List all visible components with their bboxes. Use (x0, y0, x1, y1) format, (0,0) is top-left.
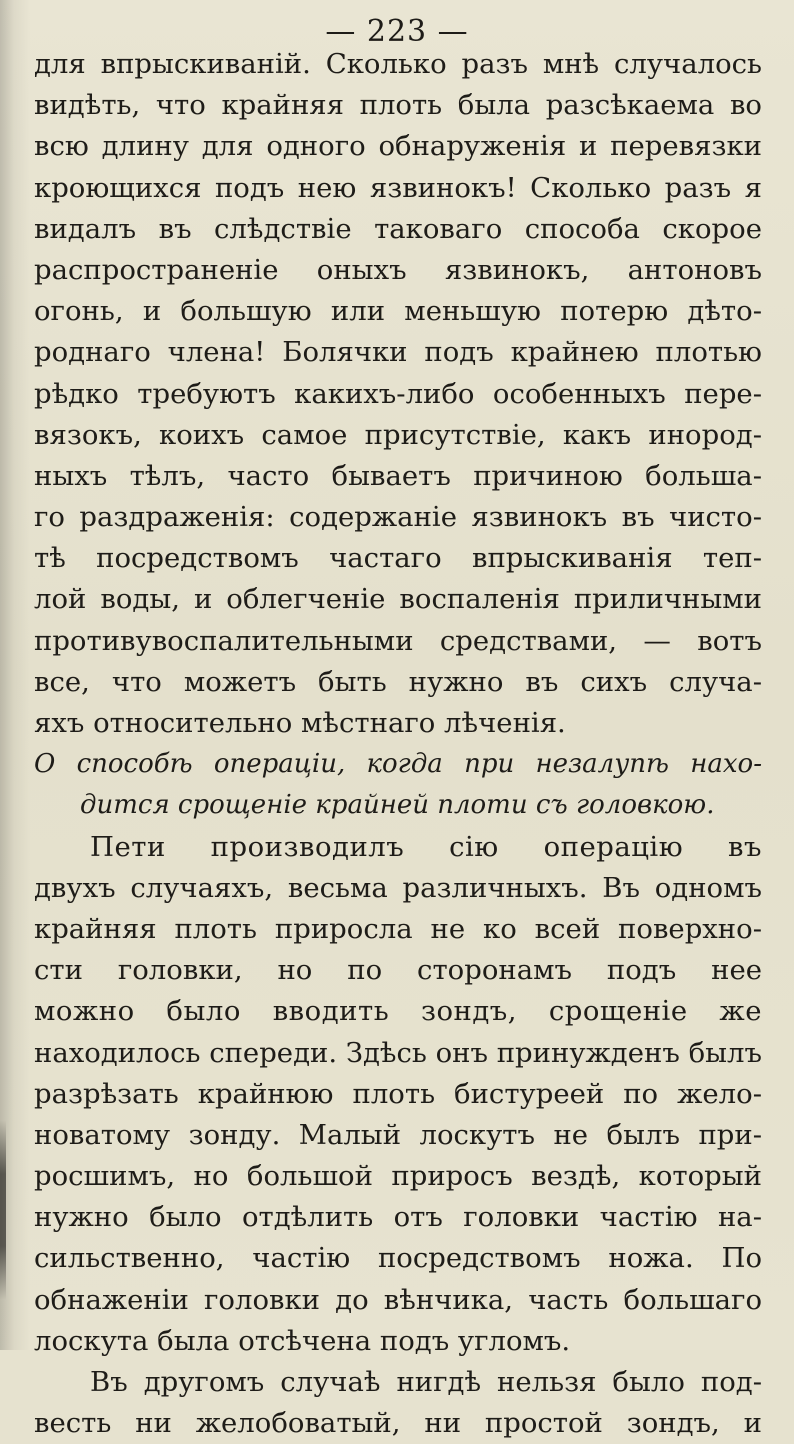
text-line: ныхъ тѣлъ, часто бываетъ причиною большa- (34, 459, 762, 492)
text-line: видалъ въ слѣдствіе таковаго способа скорое (34, 212, 762, 245)
text-line: видѣть, что крайняя плоть была разсѣкаема во (34, 89, 762, 122)
text-line: тѣ посредствомъ частаго впрыскиванія теп- (34, 542, 762, 575)
text-line: для впрыскиваній. Сколько разъ мнѣ случалось (34, 48, 762, 80)
text-line: находилось спереди. Здѣсь онъ принужденъ былъ (34, 1036, 762, 1069)
body-text (34, 44, 762, 1444)
text-line: нужно было отдѣлить отъ головки частію на- (34, 1201, 762, 1234)
text-line: обнаженіи головки до вѣнчика, часть большаго (34, 1283, 762, 1316)
text-line: все, что можетъ быть нужно въ сихъ случа- (34, 665, 762, 698)
text-line: всю длину для одного обнаруженія и перевязки (34, 130, 762, 163)
text-line: роднаго члена! Болячки подъ крайнею плотью (34, 336, 762, 369)
text-line: го раздраженія: содержаніе язвинокъ въ чисто- (34, 501, 762, 534)
section-heading-line: дится срощеніе крайней плоти съ головкою. (80, 790, 715, 821)
text-line: противувоспалительными средствами, — вотъ (34, 624, 762, 657)
text-line: разрѣзать крайнюю плоть бистуреей по жело- (34, 1077, 762, 1110)
paragraph-first-line: Въ другомъ случаѣ нигдѣ нельзя было под- (90, 1366, 762, 1398)
text-line: кроющихся подъ нею язвинокъ! Сколько разъ я (34, 171, 762, 204)
text-line: новатому зонду. Малый лоскутъ не былъ при- (34, 1118, 762, 1151)
text-line: рѣдко требуютъ какихъ-либо особенныхъ пере- (34, 377, 762, 410)
text-line: лоскута была отсѣчена подъ угломъ. (34, 1324, 571, 1357)
text-line: распространеніе оныхъ язвинокъ, антоновъ (34, 253, 762, 286)
text-line: можно было вводить зондъ, срощеніе же (34, 995, 762, 1028)
paragraph-first-line: Пети производилъ сію операцію въ (90, 830, 762, 863)
text-line: вязокъ, коихъ самое присутствіе, какъ инород- (34, 418, 762, 451)
text-line: лой воды, и облегченіе воспаленія приличными (34, 583, 762, 616)
binding-shadow (0, 1120, 6, 1300)
text-line: яхъ относительно мѣстнаго лѣченія. (34, 707, 566, 739)
text-line: двухъ случаяхъ, весьма различныхъ. Въ одномъ (34, 871, 762, 904)
section-heading-line: О способѣ операціи, когда при незалупѣ нахо- (34, 749, 762, 780)
text-line: росшимъ, но большой приросъ вездѣ, который (34, 1160, 762, 1193)
page-number: — 223 — (325, 14, 469, 49)
text-line: сильственно, частію посредствомъ ножа. По (34, 1242, 762, 1275)
text-line: крайняя плоть приросла не ко всей поверхно- (34, 912, 762, 945)
text-line: огонь, и большую или меньшую потерю дѣто- (34, 295, 762, 328)
text-line: сти головки, но по сторонамъ подъ нее (34, 954, 762, 987)
text-line: весть ни желобоватый, ни простой зондъ, и (34, 1407, 762, 1440)
